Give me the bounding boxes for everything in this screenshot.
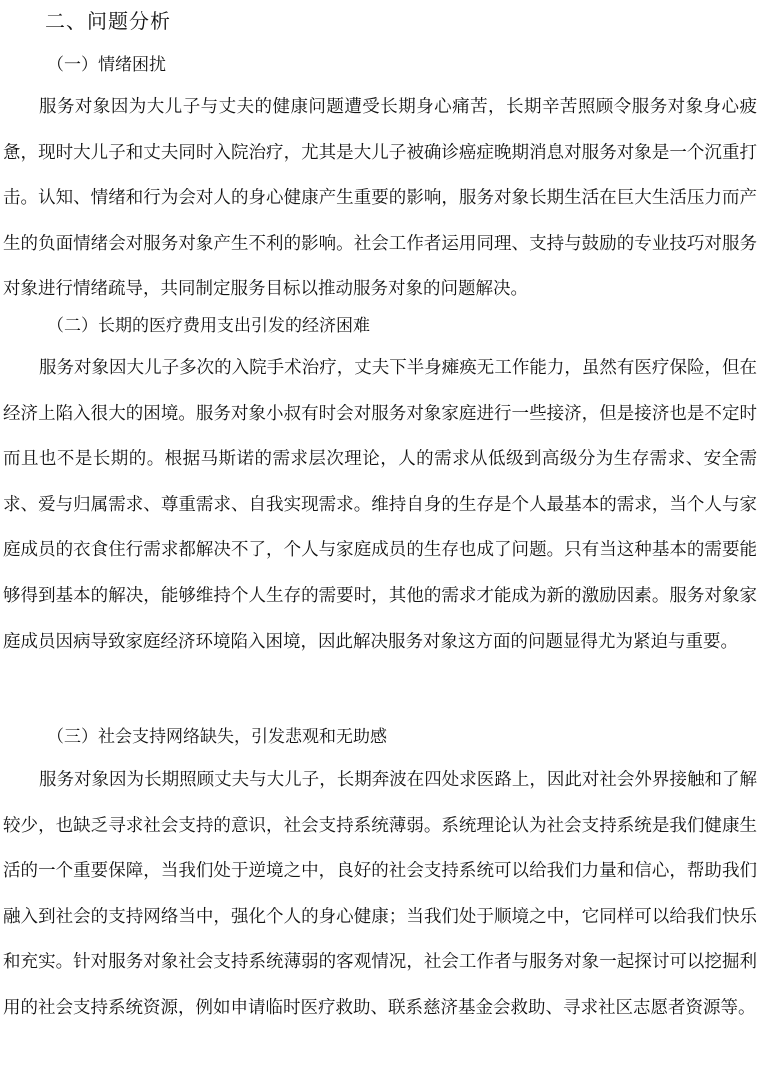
paragraph-economic-hardship: 服务对象因大儿子多次的入院手术治疗，丈夫下半身瘫痪无工作能力，虽然有医疗保险，但在经济上陷入很大的困境。服务对象小叔有时会对服务对象家庭进行一些接济，但是接济也是不定时而且也不是长期的。根据马斯诺的需求层次理论，人的需求从低级到高级分为生存需求、安全需求、爱与归属需求、尊重需求、自我实现需求。维持自身的生存是个人最基本的需求，当个人与家庭成员的衣食住行需求都解决不了，个人与家庭成员的生存也成了问题。只有当这种基本的需要能够得到基本的解决，能够维持个人生存的需要时，其他的需求才能成为新的激励因素。服务对象家庭成员因病导致家庭经济环境陷入困境，因此解决服务对象这方面的问题显得尤为紧迫与重要。	[3, 358, 757, 652]
paragraph-emotional-distress: 服务对象因为大儿子与丈夫的健康问题遭受长期身心痛苦，长期辛苦照顾令服务对象身心疲惫，现时大儿子和丈夫同时入院治疗，尤其是大儿子被确诊癌症晚期消息对服务对象是一个沉重打击。认知、情绪和行为会对人的身心健康产生重要的影响，服务对象长期生活在巨大生活压力而产生的负面情绪会对服务对象产生不利的影响。社会工作者运用同理、支持与鼓励的专业技巧对服务对象进行情绪疏导，共同制定服务目标以推动服务对象的问题解决。	[3, 97, 757, 300]
subsection-heading-economic-hardship: （二）长期的医疗费用支出引发的经济困难	[47, 316, 370, 336]
subsection-heading-social-support: （三）社会支持网络缺失，引发悲观和无助感	[47, 727, 387, 747]
section-title: 二、问题分析	[45, 9, 171, 33]
paragraph-social-support: 服务对象因为长期照顾丈夫与大儿子，长期奔波在四处求医路上，因此对社会外界接触和了解较少，也缺乏寻求社会支持的意识，社会支持系统薄弱。系统理论认为社会支持系统是我们健康生活的一个重要保障，当我们处于逆境之中，良好的社会支持系统可以给我们力量和信心，帮助我们融入到社会的支持网络当中，强化个人的身心健康；当我们处于顺境之中，它同样可以给我们快乐和充实。针对服务对象社会支持系统薄弱的客观情况，社会工作者与服务对象一起探讨可以挖掘利用的社会支持系统资源，例如申请临时医疗救助、联系慈济基金会救助、寻求社区志愿者资源等。	[3, 770, 757, 1018]
subsection-heading-emotional-distress: （一）情绪困扰	[47, 55, 166, 75]
